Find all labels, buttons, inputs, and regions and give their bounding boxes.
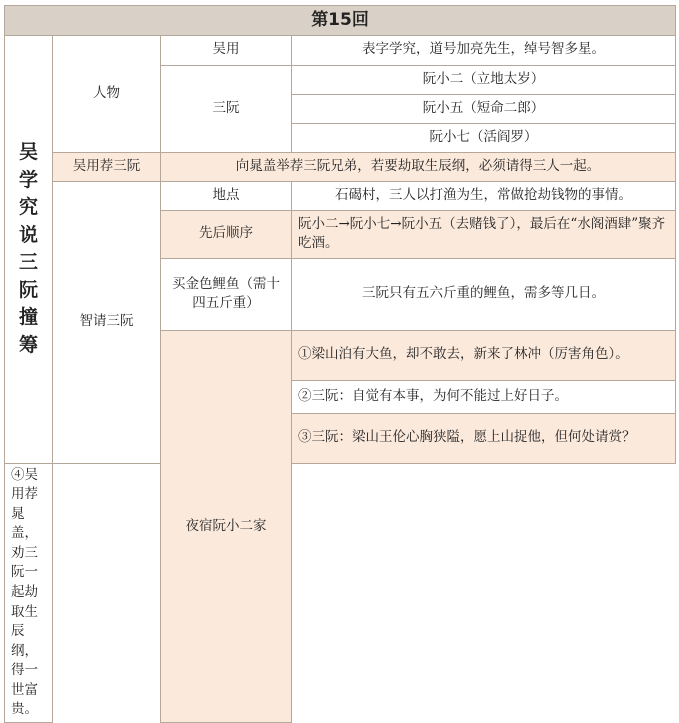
- chapter-summary-table: [4, 5, 676, 723]
- row-wuyong: [5, 35, 676, 65]
- sanruan-name: 三阮: [161, 65, 292, 152]
- recommend-label: 吴用荐三阮: [53, 152, 161, 181]
- fish-label: 买金色鲤鱼（需十四五斤重）: [161, 258, 292, 330]
- side-char: 阮: [18, 278, 38, 301]
- side-char: 撞: [18, 306, 38, 329]
- row-recommend: [5, 152, 676, 181]
- wuyong-name: 吴用: [161, 35, 292, 65]
- night-point: ②三阮：自觉有本事，为何不能过上好日子。: [292, 380, 676, 413]
- side-char: 三: [18, 251, 38, 274]
- side-char: 吴: [18, 140, 38, 163]
- order-desc: 阮小二→阮小七→阮小五（去赌钱了），最后在“水阁酒肆”聚齐吃酒。: [292, 210, 676, 258]
- place-label: 地点: [161, 181, 292, 210]
- ruan-member: 阮小二（立地太岁）: [292, 65, 676, 94]
- side-char: 筹: [18, 333, 38, 356]
- night-point: ①梁山泊有大鱼，却不敢去，新来了林冲（厉害角色）。: [292, 330, 676, 380]
- wuyong-desc: 表字学究，道号加亮先生，绰号智多星。: [292, 35, 676, 65]
- side-char: 究: [18, 196, 38, 219]
- night-point: ③三阮：梁山王伦心胸狭隘，愿上山捉他，但何处请赏？: [292, 413, 676, 463]
- order-label: 先后顺序: [161, 210, 292, 258]
- recommend-desc: 向晁盖举荐三阮兄弟，若要劫取生辰纲，必须请得三人一起。: [161, 152, 676, 181]
- title-row: [5, 6, 676, 36]
- invite-label: 智请三阮: [53, 181, 161, 463]
- side-char: 学: [18, 168, 38, 191]
- side-char: 说: [18, 223, 38, 246]
- ruan-member: 阮小七（活阎罗）: [292, 123, 676, 152]
- fish-desc: 三阮只有五六斤重的鲤鱼，需多等几日。: [292, 258, 676, 330]
- row-place: [5, 181, 676, 210]
- night-label: 夜宿阮小二家: [161, 330, 292, 722]
- place-desc: 石碣村，三人以打渔为生，常做抢劫钱物的事情。: [292, 181, 676, 210]
- night-point: ④吴用荐晁盖，劝三阮一起劫取生辰纲，得一世富贵。: [5, 463, 53, 722]
- row-night-4: [5, 463, 676, 722]
- ruan-member: 阮小五（短命二郎）: [292, 94, 676, 123]
- characters-label: 人物: [53, 35, 161, 152]
- chapter-title: 第15回: [5, 6, 676, 36]
- side-title: [5, 35, 53, 463]
